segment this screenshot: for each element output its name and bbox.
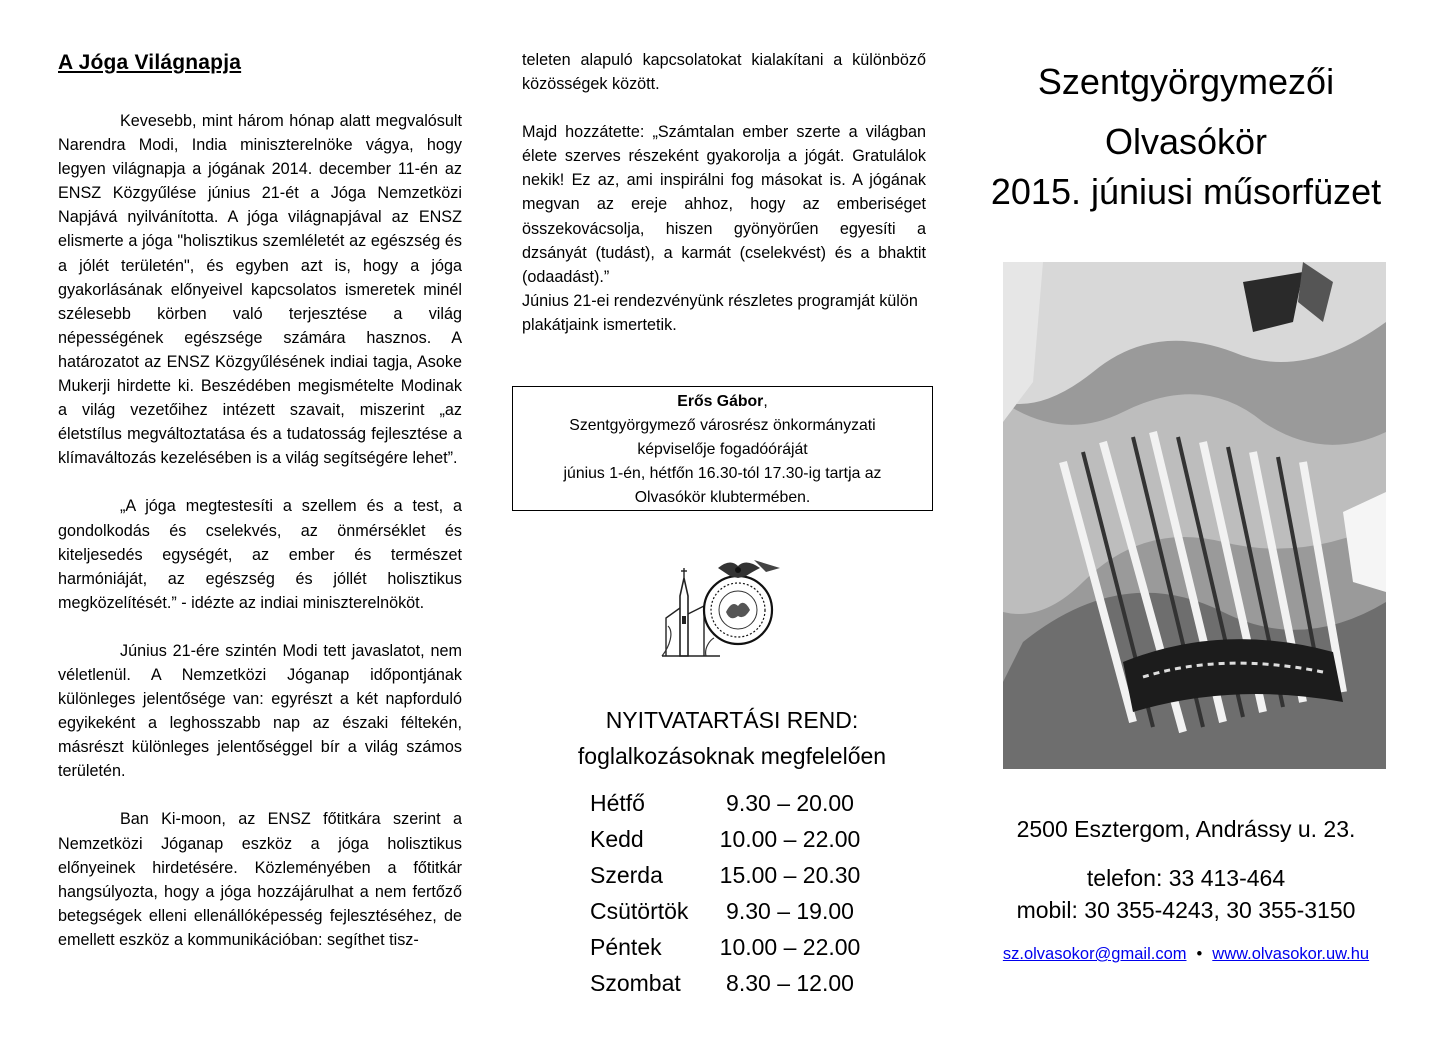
article-paragraph: Június 21-ére szintén Modi tett javaslatot, nem véletlenül. A Nemzetközi Jóganap időpontjának különleges jelentősége van: egyrészt a két napforduló egyikeként a leghosszabb nap az északi féltekén, másrészt különleges jelentőséggel bír a világ számos területén.	[58, 641, 462, 781]
box-line: június 1-én, hétfőn 16.30-tól 17.30-ig tartja az	[563, 465, 882, 482]
box-line: képviselője fogadóóráját	[637, 441, 808, 458]
hours-row	[590, 929, 865, 965]
article-continuation-column	[522, 48, 926, 337]
article-paragraph: Kevesebb, mint három hónap alatt megvalósult Narendra Modi, India miniszterelnöke vágya, hogy legyen világnapja a jógának 2014. december 11-én az ENSZ Közgyűlése június 21-ét a Jóga Nemzetközi Napjává nyilvánította. A jóga világnapjával az ENSZ elismerte a jóga "holisztikus szemléletét az egészség és a jólét területén", és egyben azt is, hogy a jóga gyakorlásának előnyeivel kapcsolatos ismeretek minél szélesebb körben való terjesztése a világ népességének egészsége számára hasznos. A határozatot az ENSZ Közgyűlésének indiai tagja, Asoke Mukerji hirdette ki. Beszédében megismételte Modinak a világ vezetőihez intézett szavait, miszerint „az életstílus megváltoztatása és a tudatosság fejlesztése a klímaváltozás kezelésében is a világ segítségére lehet”.	[58, 112, 462, 468]
club-logo-icon	[660, 556, 784, 660]
representative-name: Erős Gábor	[677, 393, 764, 410]
email-link[interactable]: sz.olvasokor@gmail.com	[1002, 945, 1187, 963]
hours-row	[590, 965, 865, 1001]
box-line: Olvasókör klubtermében.	[634, 489, 811, 506]
website-link[interactable]: www.olvasokor.uw.hu	[1212, 945, 1370, 963]
contact-links	[960, 942, 1412, 966]
hours-day: Kedd	[590, 826, 644, 852]
club-title	[960, 52, 1412, 172]
program-text: Június 21-ei rendezvényünk részletes programját külön plakátjaink ismertetik.	[522, 291, 918, 334]
article-column	[58, 48, 462, 976]
opening-hours-table	[590, 785, 865, 1001]
link-separator: •	[1196, 945, 1203, 963]
hours-time: 10.00 – 22.00	[719, 934, 861, 960]
folk-dancer-illustration	[1003, 262, 1386, 769]
hours-day: Szombat	[590, 970, 681, 996]
mobile-number: mobil: 30 355-4243, 30 355-3150	[1016, 897, 1356, 923]
contact-phones	[960, 862, 1412, 926]
quote-text: Majd hozzátette: „Számtalan ember szerte a világban élete szerves részeként gyakorolja a jógát. Gratulálok nekik! Ez az, ami inspirálni fog másokat is. A jógának megvan az ereje ahhoz, hogy az emberiséget összekovácsolja, hiszen gyönyörűen egyesíti a dzsányát (tudást), a karmát (cselekvést) és a bhaktit (odaadást).”	[522, 123, 926, 286]
hours-day: Péntek	[590, 934, 662, 960]
club-title-line: Olvasókör	[1104, 121, 1268, 162]
hours-row	[590, 821, 865, 857]
continuation-text: teleten alapuló kapcsolatokat kialakítani a különböző közösségek között.	[522, 51, 926, 94]
opening-hours-title: NYITVATARTÁSI REND:	[605, 707, 859, 733]
booklet-subtitle: 2015. júniusi műsorfüzet	[990, 171, 1382, 212]
club-title-line: Szentgyörgymezői	[1037, 61, 1335, 102]
hours-row	[590, 785, 865, 821]
hours-time: 9.30 – 20.00	[726, 790, 854, 816]
hours-time: 8.30 – 12.00	[726, 970, 854, 996]
address: 2500 Esztergom, Andrássy u. 23.	[1016, 816, 1356, 842]
article-paragraph: „A jóga megtestesíti a szellem és a test, a gondolkodás és cselekvés, az önmérséklet és kiteljesedés egységét, az ember és természet harmóniáját, az egészség és jóllét holisztikus megközelítését.” - idézte az indiai miniszterelnököt.	[58, 497, 462, 612]
article-heading: A Jóga Világnapja	[58, 51, 242, 74]
opening-hours-subtitle: foglalkozásoknak megfelelően	[577, 743, 887, 769]
phone-number: telefon: 33 413-464	[1086, 865, 1286, 891]
hours-row	[590, 893, 865, 929]
box-line: Szentgyörgymező városrész önkormányzati	[569, 417, 876, 434]
hours-time: 9.30 – 19.00	[726, 898, 854, 924]
hours-time: 10.00 – 22.00	[719, 826, 861, 852]
hours-row	[590, 857, 865, 893]
opening-hours-heading	[512, 702, 952, 774]
hours-day: Hétfő	[590, 790, 645, 816]
office-hours-box: Erős Gábor, Szentgyörgymező városrész önkormányzati képviselője fogadóóráját június 1-én, hétfőn 16.30-tól 17.30-ig tartja az Olvasókör klubtermében.	[512, 386, 933, 511]
hours-day: Szerda	[590, 862, 663, 888]
hours-day: Csütörtök	[590, 898, 689, 924]
hours-time: 15.00 – 20.30	[719, 862, 861, 888]
article-paragraph: Ban Ki-moon, az ENSZ főtitkára szerint a Nemzetközi Jóganap eszköz a jóga holisztikus előnyeinek hirdetésére. Közleményében a főtitkár hangsúlyozta, hogy a jóga hozzájárulhat a nem fertőző betegségek elleni ellenállóképesség fejlesztéséhez, de emellett eszköz a kommunikációban: segíthet tisz-	[58, 810, 462, 949]
